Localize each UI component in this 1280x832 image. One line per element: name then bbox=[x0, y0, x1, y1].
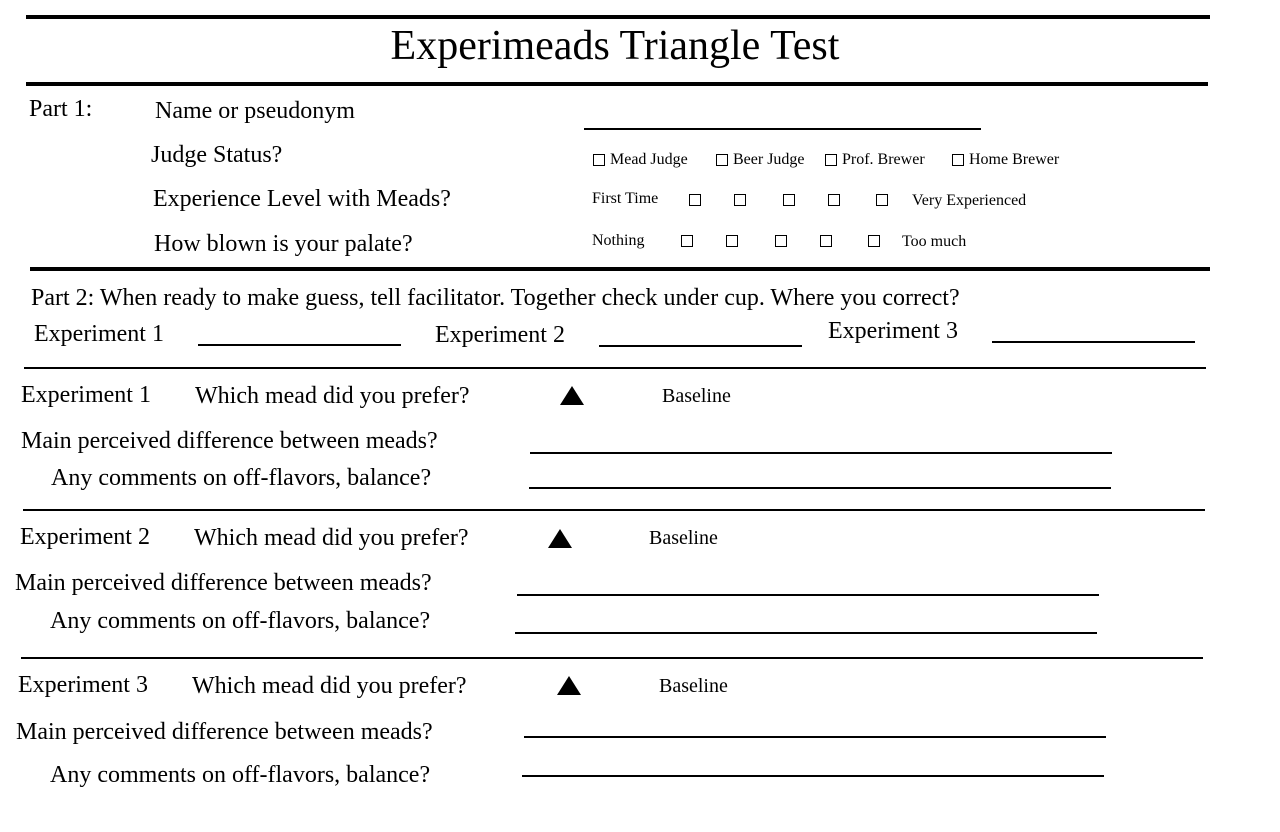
judge-option-prof-brewer[interactable] bbox=[825, 151, 925, 169]
experiment-3-comments-label: Any comments on off-flavors, balance? bbox=[50, 762, 431, 788]
top-rule bbox=[26, 15, 1210, 19]
name-label: Name or pseudonym bbox=[155, 98, 355, 124]
experience-checkbox-2[interactable] bbox=[734, 194, 746, 206]
experiment-1-triangle-icon[interactable] bbox=[560, 386, 584, 405]
experiment-1-comments-label: Any comments on off-flavors, balance? bbox=[51, 465, 432, 491]
palate-checkbox-4[interactable] bbox=[820, 235, 832, 247]
judge-option-label: Beer Judge bbox=[733, 151, 805, 168]
experiment-2-label: Experiment 2 bbox=[20, 524, 150, 550]
judge-option-label: Mead Judge bbox=[610, 151, 688, 168]
part2-experiment-3-field[interactable] bbox=[992, 341, 1195, 343]
experiment-3-question: Which mead did you prefer? bbox=[192, 673, 467, 699]
experiment-1-label: Experiment 1 bbox=[21, 382, 151, 408]
experiment-3-difference-field[interactable] bbox=[524, 736, 1106, 738]
experiment-3-triangle-icon[interactable] bbox=[557, 676, 581, 695]
checkbox-icon bbox=[952, 154, 964, 166]
part2-bottom-rule bbox=[24, 367, 1206, 369]
part2-experiment-1-field[interactable] bbox=[198, 344, 401, 346]
experiment-2-question: Which mead did you prefer? bbox=[194, 525, 469, 551]
judge-status-label: Judge Status? bbox=[151, 142, 283, 168]
judge-option-mead-judge[interactable] bbox=[593, 151, 688, 169]
experiment-2-triangle-icon[interactable] bbox=[548, 529, 572, 548]
experiment-3-label: Experiment 3 bbox=[18, 672, 148, 698]
experience-high-label: Very Experienced bbox=[912, 192, 1027, 209]
judge-option-beer-judge[interactable] bbox=[716, 151, 805, 169]
experiment-1-question: Which mead did you prefer? bbox=[195, 383, 470, 409]
palate-high-label: Too much bbox=[902, 233, 967, 250]
checkbox-icon bbox=[825, 154, 837, 166]
judge-option-label: Home Brewer bbox=[969, 151, 1060, 168]
experience-label: Experience Level with Meads? bbox=[153, 186, 451, 212]
experiment-2-bottom-rule bbox=[21, 657, 1203, 659]
part2-experiment-2-label: Experiment 2 bbox=[435, 322, 565, 348]
palate-checkbox-1[interactable] bbox=[681, 235, 693, 247]
experiment-3-comments-field[interactable] bbox=[522, 775, 1104, 777]
part1-bottom-rule bbox=[30, 267, 1210, 271]
palate-checkbox-2[interactable] bbox=[726, 235, 738, 247]
judge-option-home-brewer[interactable] bbox=[952, 151, 1059, 169]
experiment-3-difference-label: Main perceived difference between meads? bbox=[16, 719, 433, 745]
experiment-2-comments-label: Any comments on off-flavors, balance? bbox=[50, 608, 431, 634]
experiment-3-baseline[interactable]: Baseline bbox=[659, 675, 728, 697]
experience-checkbox-4[interactable] bbox=[828, 194, 840, 206]
palate-label: How blown is your palate? bbox=[154, 231, 413, 257]
experience-low-label: First Time bbox=[592, 190, 659, 207]
experiment-1-baseline[interactable]: Baseline bbox=[662, 385, 731, 407]
experiment-2-difference-field[interactable] bbox=[517, 594, 1099, 596]
checkbox-icon bbox=[593, 154, 605, 166]
part2-experiment-3-label: Experiment 3 bbox=[828, 318, 958, 344]
palate-low-label: Nothing bbox=[592, 232, 645, 249]
experiment-2-difference-label: Main perceived difference between meads? bbox=[15, 570, 432, 596]
experiment-1-comments-field[interactable] bbox=[529, 487, 1111, 489]
experiment-1-difference-field[interactable] bbox=[530, 452, 1112, 454]
experience-checkbox-3[interactable] bbox=[783, 194, 795, 206]
part2-experiment-2-field[interactable] bbox=[599, 345, 802, 347]
experiment-2-baseline[interactable]: Baseline bbox=[649, 527, 718, 549]
experience-checkbox-5[interactable] bbox=[876, 194, 888, 206]
experiment-1-difference-label: Main perceived difference between meads? bbox=[21, 428, 438, 454]
palate-checkbox-5[interactable] bbox=[868, 235, 880, 247]
experience-checkbox-1[interactable] bbox=[689, 194, 701, 206]
palate-checkbox-3[interactable] bbox=[775, 235, 787, 247]
name-field[interactable] bbox=[584, 128, 981, 130]
part2-instructions: Part 2: When ready to make guess, tell facilitator. Together check under cup. Where you correct? bbox=[31, 285, 960, 311]
title-bottom-rule bbox=[26, 82, 1208, 86]
checkbox-icon bbox=[716, 154, 728, 166]
experiment-1-bottom-rule bbox=[23, 509, 1205, 511]
judge-option-label: Prof. Brewer bbox=[842, 151, 925, 168]
part1-label: Part 1: bbox=[29, 96, 93, 122]
part2-experiment-1-label: Experiment 1 bbox=[34, 321, 164, 347]
page-title: Experimeads Triangle Test bbox=[390, 23, 840, 69]
experiment-2-comments-field[interactable] bbox=[515, 632, 1097, 634]
